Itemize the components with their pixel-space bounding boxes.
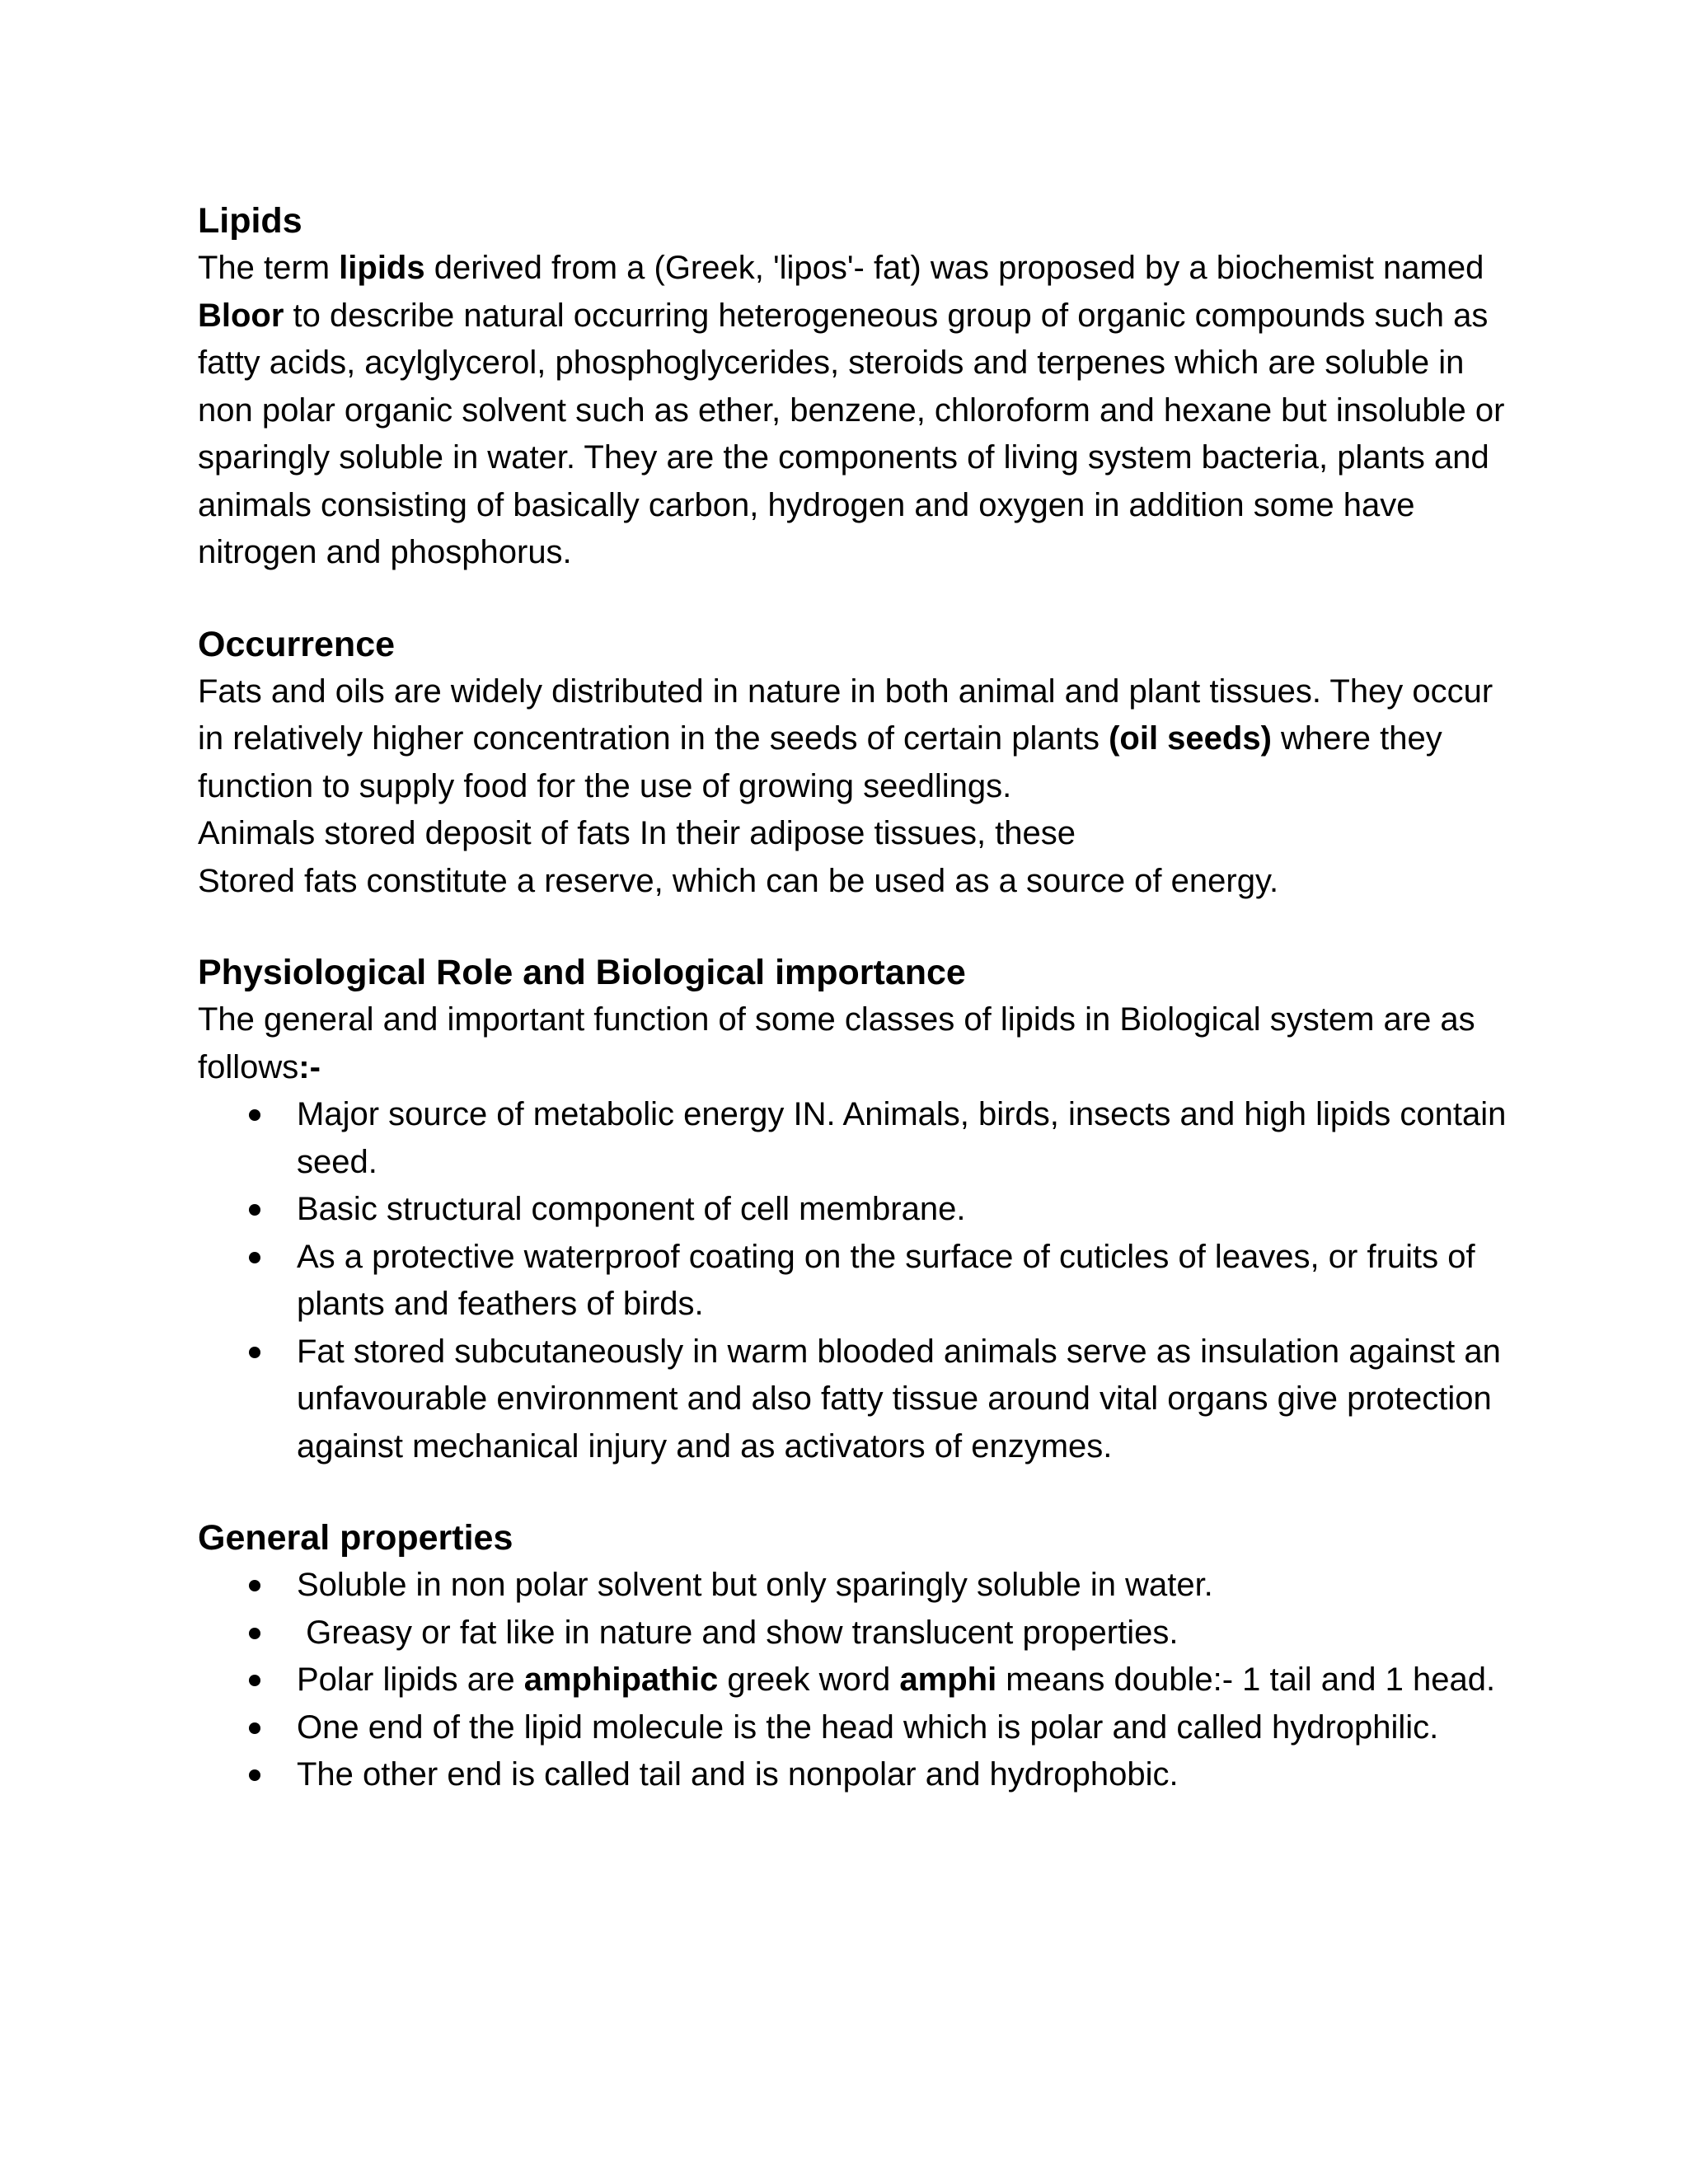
amphipathic-bold: amphipathic <box>523 1661 719 1698</box>
physiological-intro <box>198 996 1517 1091</box>
bullet-dot-icon <box>249 1347 260 1358</box>
lipids-paragraph <box>198 245 1517 577</box>
list-item <box>198 1704 1517 1752</box>
physiological-heading: Physiological Role and Biological importance <box>198 953 966 992</box>
lipids-text-3: to describe natural occurring heterogeneous group of organic compounds such as fatty acids, acylglycerol, phosphoglycerides, steroids and terpenes which are soluble in non polar organic solvent such as ether, benzene, chloroform and hexane but insoluble or sparingly soluble in water. They are the components of living system bacteria, plants and animals consisting of basically carbon, hydrogen and oxygen in addition some have nitrogen and phosphorus. <box>198 297 1505 570</box>
lipids-heading: Lipids <box>198 201 302 241</box>
list-item <box>198 1091 1517 1186</box>
list-item <box>198 1562 1517 1610</box>
oil-seeds-bold: (oil seeds) <box>1109 720 1272 757</box>
list-item <box>198 1751 1517 1799</box>
list-item <box>198 1657 1517 1704</box>
list-item-text-c: greek word <box>718 1661 900 1698</box>
occurrence-text-1: Fats and oils are widely distributed in nature in both animal and plant tissues. They occur in relatively higher concentration in the seeds of certain plants <box>198 673 1493 757</box>
bullet-dot-icon <box>249 1769 260 1781</box>
list-item <box>198 1234 1517 1329</box>
bullet-dot-icon <box>249 1580 260 1591</box>
list-item-text: Greasy or fat like in nature and show translucent properties. <box>297 1614 1179 1651</box>
bullet-dot-icon <box>249 1109 260 1121</box>
bullet-dot-icon <box>249 1204 260 1216</box>
lipids-term-bold: lipids <box>339 250 425 286</box>
bullet-dot-icon <box>249 1722 260 1734</box>
general-properties-list <box>198 1562 1517 1799</box>
physiological-list <box>198 1091 1517 1470</box>
occurrence-line-3: Stored fats constitute a reserve, which can be used as a source of energy. <box>198 862 1279 899</box>
amphi-bold: amphi <box>899 1661 997 1698</box>
occurrence-heading: Occurrence <box>198 624 396 664</box>
list-item-text: The other end is called tail and is nonpolar and hydrophobic. <box>297 1756 1179 1793</box>
list-item <box>198 1186 1517 1234</box>
list-item <box>198 1610 1517 1657</box>
list-item-text: One end of the lipid molecule is the head which is polar and called hydrophilic. <box>297 1708 1439 1746</box>
bullet-dot-icon <box>249 1252 260 1263</box>
physiological-intro-colon: :- <box>298 1048 321 1085</box>
list-item-text-e: means double:- 1 tail and 1 head. <box>996 1661 1496 1698</box>
list-item-text: Major source of metabolic energy IN. Animals, birds, insects and high lipids contain seed. <box>297 1096 1507 1180</box>
occurrence-line-2: Animals stored deposit of fats In their adipose tissues, these <box>198 815 1076 851</box>
occurrence-paragraph <box>198 668 1517 811</box>
list-item-text: Basic structural component of cell membrane. <box>297 1191 966 1227</box>
list-item <box>198 1329 1517 1471</box>
lipids-text-2: derived from a (Greek, 'lipos'- fat) was proposed by a biochemist named <box>424 250 1484 286</box>
lipids-text-1: The term <box>198 250 340 286</box>
list-item-text-a: Polar lipids are <box>297 1661 524 1698</box>
list-item-text: Soluble in non polar solvent but only sparingly soluble in water. <box>297 1567 1213 1603</box>
general-properties-heading: General properties <box>198 1518 513 1558</box>
list-item-text: Fat stored subcutaneously in warm blooded animals serve as insulation against an unfavourable environment and also fatty tissue around vital organs give protection against mechanical injury and as activators of enzymes. <box>297 1333 1501 1465</box>
bloor-bold: Bloor <box>198 297 284 334</box>
occurrence-text-2: where they function to supply food for the use of growing seedlings. <box>198 720 1442 804</box>
document-page <box>198 198 1517 1799</box>
list-item-text: As a protective waterproof coating on the surface of cuticles of leaves, or fruits of plants and feathers of birds. <box>297 1238 1475 1322</box>
bullet-dot-icon <box>249 1675 260 1686</box>
bullet-dot-icon <box>249 1628 260 1639</box>
physiological-intro-text: The general and important function of some classes of lipids in Biological system are as follows <box>198 1001 1475 1085</box>
